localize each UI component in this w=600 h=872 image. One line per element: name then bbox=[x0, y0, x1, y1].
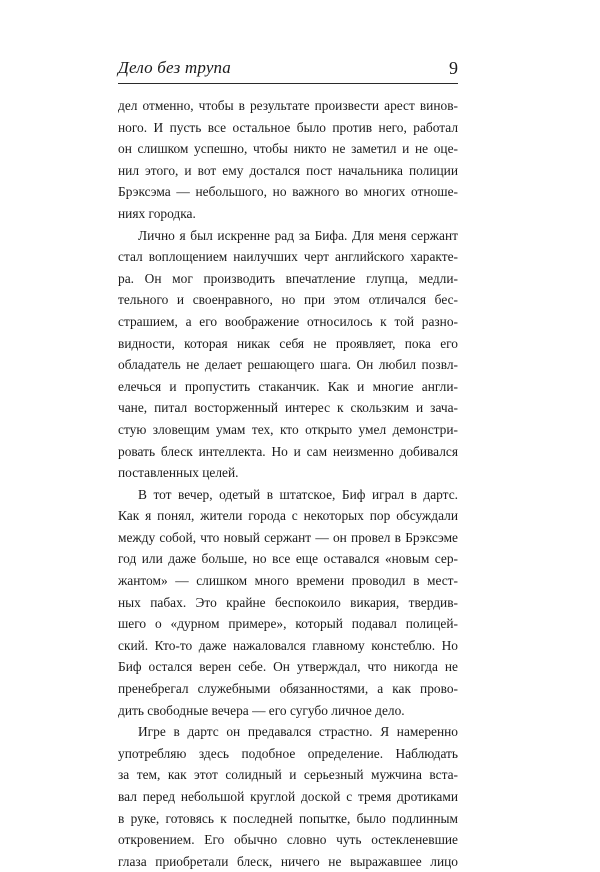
text-line: Лично я был искренне рад за Бифа. Для меня сержант bbox=[138, 227, 458, 243]
text-line: он слишком успешно, чтобы никто не заметил и не оце- bbox=[118, 141, 458, 157]
text-line: за тем, как этот солидный и серьезный мужчина вста- bbox=[118, 767, 458, 783]
page-number: 9 bbox=[449, 58, 458, 78]
text-line: стую зловещим умам тех, кто открыто умел демонстри- bbox=[118, 421, 458, 437]
text-line: ра. Он мог производить впечатление глупца, медли- bbox=[118, 270, 458, 286]
text-line: поставленных целей. bbox=[118, 465, 239, 481]
text-line: елечься и пропустить стаканчик. Как и многие англи- bbox=[118, 378, 458, 394]
text-line: Игре в дартс он предавался страстно. Я намеренно bbox=[138, 724, 458, 740]
running-title: Дело без трупа bbox=[118, 58, 231, 77]
text-line: год или даже больше, но все еще оставался «новым сер- bbox=[118, 551, 458, 567]
body-text bbox=[118, 95, 458, 872]
text-line: шего о «дурном примере», который подавал полицей- bbox=[118, 616, 458, 632]
text-line: ниях городка. bbox=[118, 205, 196, 221]
text-line: ский. Кто-то даже нажаловался главному констеблю. Но bbox=[118, 637, 458, 653]
text-line: тельного и своенравного, но при этом отличался бес- bbox=[118, 292, 458, 308]
text-line: дить свободные вечера — его сугубо личное дело. bbox=[118, 702, 405, 718]
running-head bbox=[118, 56, 458, 80]
text-line: страшием, а его воображение относилось к той разно- bbox=[118, 313, 458, 329]
text-line: вал перед небольшой круглой доской с тремя дротиками bbox=[118, 789, 458, 804]
text-line: чане, питал восторженный интерес к скользким и зача- bbox=[118, 400, 458, 416]
text-line: ных пабах. Это крайне беспокоило викария, твердив- bbox=[118, 594, 458, 610]
text-line: Как я понял, жители города с некоторых пор обсуждали bbox=[118, 508, 458, 524]
text-line: в руке, готовясь к последней попытке, было подлинным bbox=[118, 810, 458, 826]
text-line: ровать блеск интеллекта. Но и сам неизменно добивался bbox=[118, 443, 458, 459]
text-line: дел отменно, чтобы в результате произвести арест винов- bbox=[118, 98, 458, 113]
text-line: употребляю здесь подобное определение. Наблюдать bbox=[118, 745, 458, 761]
text-line: между собой, что новый сержант — он провел в Брэксэме bbox=[118, 529, 458, 545]
text-line: видности, которая никак себя не проявляет, пока его bbox=[118, 335, 458, 351]
text-line: нил этого, и вот ему достался пост начальника полиции bbox=[118, 162, 458, 178]
text-line: Биф остался верен себе. Он утверждал, что никогда не bbox=[118, 659, 458, 675]
text-line: глаза приобретали блеск, ничего не выражавшее лицо bbox=[118, 853, 458, 869]
text-line: В тот вечер, одетый в штатское, Биф играл в дартс. bbox=[138, 486, 458, 502]
text-line: откровением. Его обычно словно чуть остекленевшие bbox=[118, 832, 458, 848]
text-line: ного. И пусть все остальное было против него, работал bbox=[118, 119, 458, 135]
text-line: стал воплощением наилучших черт английского характе- bbox=[118, 249, 458, 265]
text-line: Брэксэма — небольшого, но важного во многих отноше- bbox=[118, 184, 458, 200]
text-line: жантом» — слишком много времени проводил в мест- bbox=[118, 573, 458, 589]
text-line: обладатель не делает решающего шага. Он любил позвл- bbox=[118, 357, 458, 373]
header-rule bbox=[118, 83, 458, 84]
text-line: пренебрегал служебными обязанностями, а как прово- bbox=[118, 681, 458, 697]
